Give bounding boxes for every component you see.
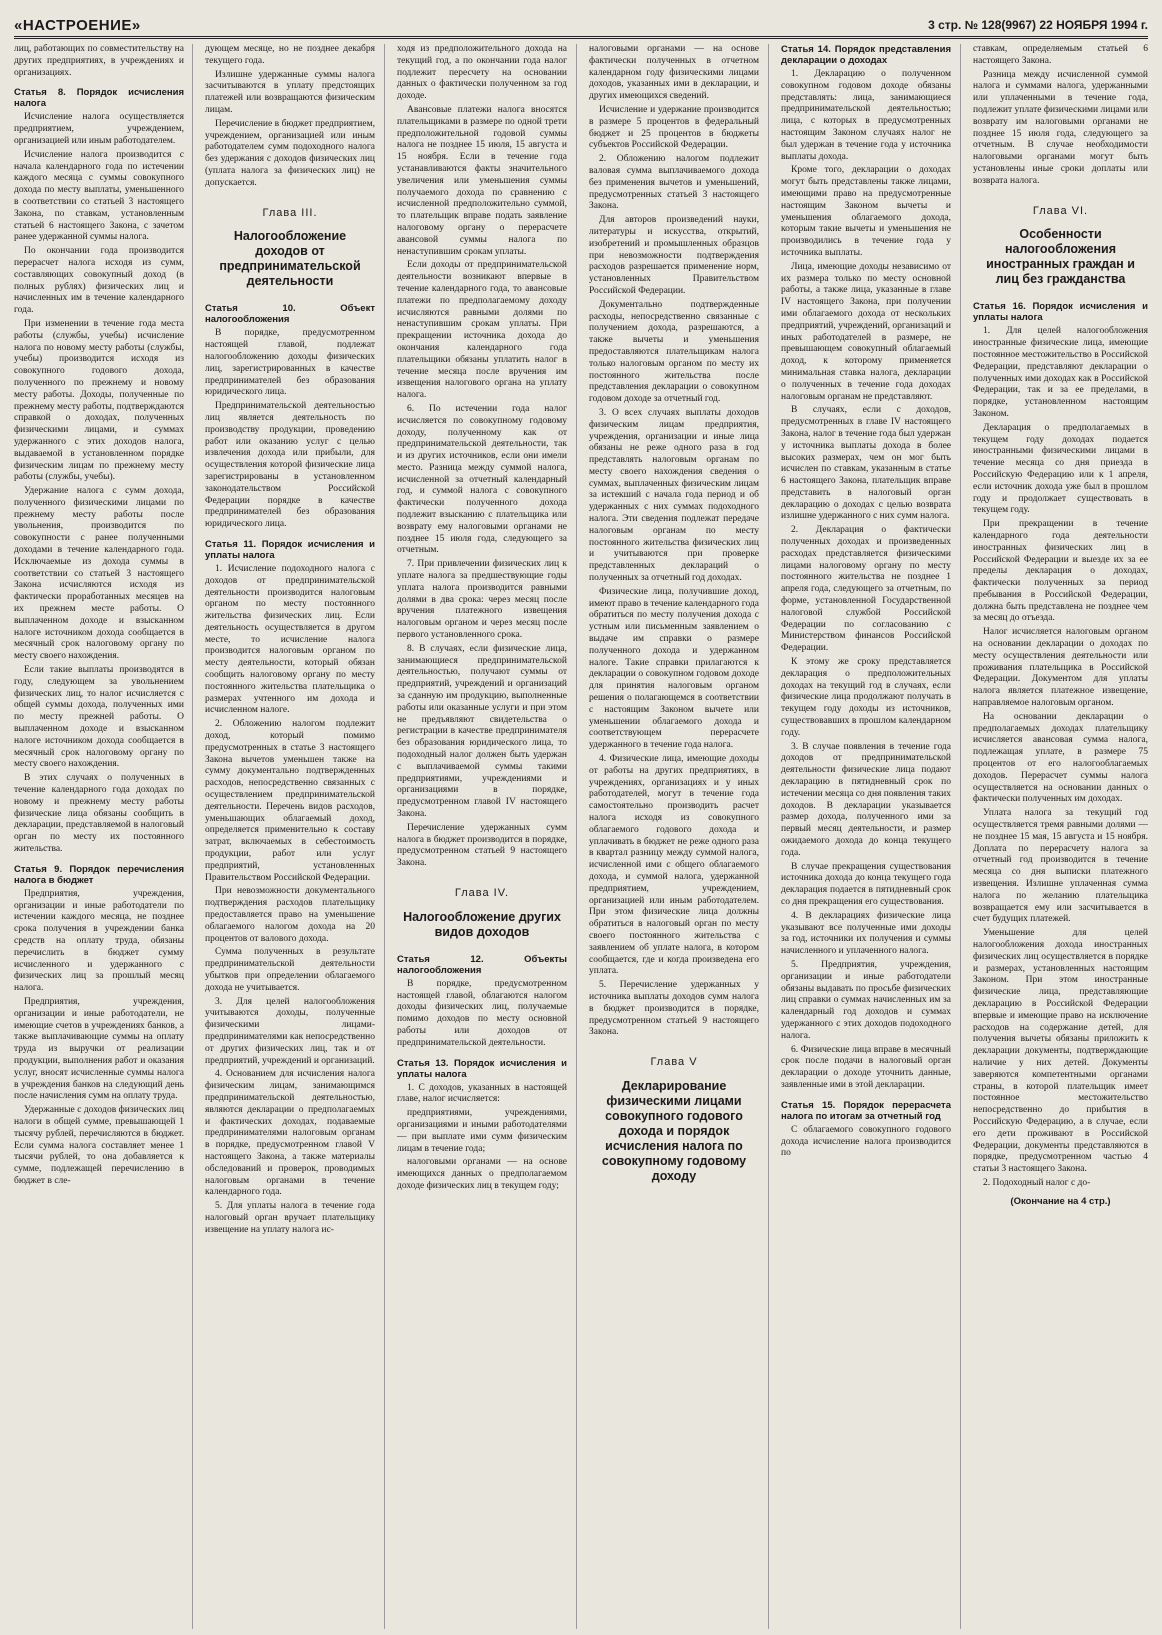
paragraph: Излишне удержанные суммы налога засчитываются в уплату предстоящих платежей или возвращаются физическим лицам. — [205, 69, 375, 115]
paragraph: Удержание налога с сумм дохода, полученного физическими лицами по прежнему месту работы после увольнения, производится по совокупности с ранее полученными доходами в течение календарного года. Исключаемые из дохода суммы в соответствии со статьей 3 настоящего Закона исчисляются исходя из фактически проработанных месяцев на их прежнем месте работы. О выплаченном доходе и взысканном налоге источником дохода сообщается в месячный срок налоговому органу по месту своего нахождения. — [14, 486, 184, 662]
chapter-title: Налогообложение доходов от предпринимательской деятельности — [219, 229, 361, 289]
paragraph: Документально подтвержденные расходы, непосредственно связанные с получением дохода, разрешаются, а также вычеты и уменьшения предоставляются плательщикам налога только налоговым органом по месту их постоянного жительства после представления декларации о совокупном годовом доходе за отчетный год. — [589, 299, 759, 405]
article-heading: Статья 9. Порядок перечисления налога в бюджет — [14, 863, 184, 886]
paragraph: Перечисление в бюджет предприятием, учреждением, организацией или иным работодателем сумм подоходного налога без удержания с доходов физических лиц (уплата налога за физических лиц) не допускается. — [205, 118, 375, 188]
paragraph: Авансовые платежи налога вносятся плательщиками в размере по одной трети предположительной годовой суммы налога не позднее 15 июля, 15 августа и 15 ноября. Если в течение года устанавливаются факты значительного увеличения или уменьшения суммы получаемого дохода по сравнению с исчисленной предположительно суммой, то плательщик вправе подать заявление налоговому органу о перерасчете авансовой суммы налога по ненаступившим срокам уплаты. — [397, 104, 567, 257]
paragraph: В случаях, если с доходов, предусмотренных в главе IV настоящего Закона, налог в течение года был удержан у источника выплаты дохода в более высоких размерах, чем он мог быть исчислен по ставкам, указанным в статье 6 настоящего Закона, плательщик вправе представить в налоговый орган декларацию о доходах с целью возврата излишне удержанного с них сумм налога. — [781, 405, 951, 522]
column-divider — [960, 44, 961, 1629]
paragraph: Исчисление и удержание производится в размере 5 процентов в федеральный бюджет и 25 процентов в бюджеты субъектов Российской Федерации. — [589, 104, 759, 151]
chapter-title: Особенности налогообложения иностранных граждан и лиц без гражданства — [986, 227, 1135, 287]
continuation-note: (Окончание на 4 стр.) — [1010, 1195, 1111, 1207]
paragraph: 3. О всех случаях выплаты доходов физическим лицам предприятия, учреждения, организации и иные лица обязаны не реже одного раза в год представлять налоговым органам по месту своего нахождения сведения о суммах, выплаченных физическим лицам за истекший с начала года период и об удержанных с них суммах подоходного налога. Эти сведения подлежат передаче налоговым органам по месту постоянного жительства физических лиц и учитываются при проверке представленных деклараций о полученных за отчетный год доходах. — [589, 407, 759, 584]
paragraph: Предпринимательской деятельностью лиц является деятельность по производству продукции, проведению работ или оказанию услуг с целью извлечения дохода или прибыли, для осуществления которой физические лица зарегистрированы в установленном законодательством Российской Федерации порядке в качестве предпринимателей без образования юридического лица. — [205, 401, 375, 530]
paragraph: 7. При привлечении физических лиц к уплате налога за предшествующие годы уплата налога производится равными долями в два срока: через месяц после вручения платежного извещения налоговым органом и через месяц после первого установленного срока. — [397, 559, 567, 641]
chapter-title: Декларирование физическими лицами совокупного годового дохода и порядок исчисления налога по совокупному годовому доходу — [601, 1078, 747, 1183]
paragraph: 1. Для целей налогообложения иностранные физические лица, имеющие постоянное местожительство в Российской Федерации, представляют декларации о полученных ими доходах как в Российской Федерации, так и за ее пределами, в порядке, установленном настоящим Законом. — [973, 326, 1148, 419]
paragraph: дующем месяце, но не позднее декабря текущего года. — [205, 44, 375, 66]
paragraph: При невозможности документального подтверждения расходов плательщику предоставляется право на уменьшение облагаемого налогом дохода на 20 процентов от валового дохода. — [205, 886, 375, 944]
article-heading: Статья 15. Порядок перерасчета налога по итогам за отчетный год — [781, 1099, 951, 1122]
paragraph: 2. Декларация о фактически полученных доходах и произведенных расходах представляется физическими лицами налоговому органу по месту постоянного жительства не позднее 1 апреля года, следующего за отчетным, по форме, установленной Государственной налоговой службой Российской Федерации по согласованию с Министерством финансов Российской Федерации. — [781, 525, 951, 654]
column-3 — [397, 44, 567, 1629]
paragraph: При изменении в течение года места работы (службы, учебы) исчисление налога по новому месту работы (службы, учебы) производится исходя из совокупного годового дохода, полученного по прежнему и новому месту работы. Доходы, полученные по прежнему месту работы, подтверждаются справкой о доходах, полученных физическими лицами, и суммах удержанного с этих доходов налога, выдаваемой в установленном порядке физическим лицам по прежнему месту работы (службы, учебы). — [14, 318, 184, 483]
article-heading: Статья 14. Порядок представления декларации о доходах — [781, 44, 951, 66]
paragraph: 1. Декларацию о полученном совокупном годовом доходе обязаны представлять: лица, занимающиеся предпринимательской деятельностью; лица, с которых в предусмотренных настоящим Законом случаях налог не был удержан в течение года у источника выплаты дохода. — [781, 69, 951, 162]
column-4 — [589, 44, 759, 1629]
paragraph: 8. В случаях, если физические лица, занимающиеся предпринимательской деятельностью, получают суммы от предприятий, учреждений и организаций за сданную им продукцию, выполненные работы или оказанные услуги и при этом не предъявляют свидетельства о регистрации в качестве предпринимателя без образования юридического лица, то подоходный налог должен быть удержан с выплачиваемой суммы такими предприятиями, учреждениями и организациями в порядке, предусмотренном главой IV настоящего Закона. — [397, 643, 567, 819]
article-heading: Статья 16. Порядок исчисления и уплаты налога — [973, 301, 1148, 324]
paragraph: Исчисление налога осуществляется предприятием, учреждением, организацией или иным работодателем. — [14, 112, 184, 146]
paragraph: Разница между исчисленной суммой налога и суммами налога, удержанными или уплаченными в течение года, подлежит уплате физическими лицами или возврату им налоговыми органами не позднее 15 июля года, следующего за отчетным. В случае необходимости налоговыми органами могут быть установлены иные сроки доплаты или возврата налога. — [973, 69, 1148, 186]
paragraph: Налог исчисляется налоговым органом на основании декларации о доходах по месту осуществления деятельности или проживания плательщика в Российской Федерации. Документом для уплаты налога является платежное извещение, направляемое налоговым органом. — [973, 627, 1148, 709]
paragraph: В порядке, предусмотренном настоящей главой, облагаются налогом доходы физических лиц, получаемые помимо доходов по месту основной работы или доходов от предпринимательской деятельности. — [397, 978, 567, 1048]
paragraph: 6. Физические лица вправе в месячный срок после подачи в налоговый орган декларации о доходе уточнить данные, заявленные ими в этой декларации. — [781, 1044, 951, 1090]
chapter-number: Глава IV. — [454, 886, 510, 899]
paragraph: При прекращении в течение календарного года деятельности иностранных физических лиц в Российской Федерации и выезде их за ее пределы декларация о доходах, фактически полученных за период пребывания в Российской Федерации, должна быть представлена не позднее чем за месяц до отъезда. — [973, 519, 1148, 624]
paragraph: ставкам, определяемым статьей 6 настоящего Закона. — [973, 44, 1148, 66]
paragraph: В этих случаях о полученных в течение календарного года доходах по новому и прежнему месту работы физические лица обязаны сообщить в декларации, представляемой в налоговый орган по месту их постоянного жительства. — [14, 773, 184, 854]
column-2 — [205, 44, 375, 1629]
paragraph: 1. С доходов, указанных в настоящей главе, налог исчисляется: — [397, 1082, 567, 1105]
paragraph: ходя из предположительного дохода на текущий год, а по окончании года налог подлежит пересчету на основании данных о фактически полученном за год доходе. — [397, 44, 567, 102]
paragraph: 4. В декларациях физические лица указывают все полученные ими доходы за год, источники их получения и суммы начисленного и уплаченного налога. — [781, 910, 951, 957]
paragraph: Декларация о предполагаемых в текущем году доходах подается иностранными физическими лицами в течение месяца со дня приезда в Российскую Федерацию или к 1 апреля, если источник дохода уже был в прошлом году и продолжает существовать в текущем году. — [973, 422, 1148, 516]
paragraph: Перечисление удержанных сумм налога в бюджет производится в порядке, предусмотренном статьей 9 настоящего Закона. — [397, 822, 567, 869]
paragraph: налоговыми органами — на основе имеющихся данных о предполагаемом доходе физических лиц в текущем году; — [397, 1157, 567, 1191]
column-1 — [14, 44, 184, 1629]
paragraph: Уплата налога за текущий год осуществляется тремя равными долями — не позднее 15 мая, 15 августа и 15 ноября. Доплата по перерасчету налога за отчетный год производится в течение месяца со дня выписки платежного извещения. Излишне уплаченная сумма налога по желанию плательщика возвращается ему или засчитывается в счет будущих платежей. — [973, 808, 1148, 925]
column-divider — [576, 44, 577, 1629]
article-heading: Статья 12. Объекты налогообложения — [397, 953, 567, 976]
article-heading: Статья 13. Порядок исчисления и уплаты налога — [397, 1057, 567, 1080]
column-6 — [973, 44, 1148, 1629]
paragraph: Предприятия, учреждения, организации и иные работодатели, не имеющие счетов в учреждениях банков, а также выплачивающие суммы на оплату труда из выручки от реализации продукции, выполнения работ и оказания услуг, вносят исчисленные суммы налога в учреждения банков на следующий день после начисления сумм на оплату труда. — [14, 996, 184, 1102]
masthead — [14, 14, 1148, 39]
paragraph: 6. По истечении года налог исчисляется по совокупному годовому доходу, полученному как от предпринимательской деятельности, так и из других источников, если они имели место. Разница между суммой налога, исчисленной за отчетный календарный год, и суммой налога с совокупного фактически полученного дохода подлежит взысканию с плательщика или возврату ему налоговыми органами не позднее 15 июля года, следующего за отчетным. — [397, 403, 567, 556]
paragraph: Удержанные с доходов физических лиц налоги в общей сумме, превышающей 1 тысячу рублей, перечисляются в бюджет. Если сумма налога составляет менее 1 тысячи рублей, то она добавляется к сумме, подлежащей перечислению в бюджет в сле- — [14, 1105, 184, 1186]
article-heading: Статья 11. Порядок исчисления и уплаты налога — [205, 538, 375, 561]
paragraph: 4. Физические лица, имеющие доходы от работы на других предприятиях, в учреждениях, организациях и у иных работодателей, могут в течение года самостоятельно производить расчет налога исходя из совокупного облагаемого годового дохода и уплачивать в бюджет не реже одного раза в квартал разницу между суммой налога, исчисленной ими с общего облагаемого дохода, и суммой налога, удержанной предприятием, учреждением, организацией или иным работодателем. При этом физические лица должны обратиться в налоговый орган по месту своего постоянного жительства с заявлением об уплате налога, в котором сообщается, где и когда произведена его уплата. — [589, 754, 759, 977]
paragraph: 4. Основанием для исчисления налога физическим лицам, занимающимся предпринимательской деятельностью, являются декларации о предполагаемых и фактических доходах, подаваемые предпринимателями налоговым органам в порядке, предусмотренном главой V настоящего Закона, а также материалы обследований и проверок, проводимых налоговым органами в течение календарного года. — [205, 1069, 375, 1198]
column-divider — [384, 44, 385, 1629]
paragraph: Уменьшение для целей налогообложения дохода иностранных физических лиц осуществляется в порядке и размерах, установленных настоящим Законом. При этом иностранные физические лица, представляющие декларацию в Российской Федерации впервые и имеющие право на исключение расходов на содержание детей, для получения вычеты обязаны приложить к декларации документы, подтверждающие наличие у них детей. Документы заверяются компетентными органами страны, в которой плательщик имеет постоянное местожительство непосредственно до прибытия в Российскую Федерацию, а в случае, если его дети проживают в Российской Федерации, документы представляются в порядке, предусмотренном частью 4 статьи 3 настоящего Закона. — [973, 928, 1148, 1175]
paragraph: 1. Исчисление подоходного налога с доходов от предпринимательской деятельности производится налоговым органом по месту постоянного жительства физических лиц. Если деятельность осуществляется в другом месте, то исчисление налога производится налоговым органом по месту деятельности, который обязан сообщить налоговому органу по месту постоянного жительства плательщика о размерах учтенного им дохода и исчисленном налоге. — [205, 563, 375, 716]
paragraph: К этому же сроку представляется декларация о предположительных доходах на текущий год в случаях, если физические лица продолжают получать в текущем году доходы из источников, существовавших в прошлом календарном году. — [781, 657, 951, 738]
paragraph: В случае прекращения существования источника дохода до конца текущего года декларация подается в пятидневный срок со дня прекращения его существования. — [781, 861, 951, 907]
paragraph: Предприятия, учреждения, организации и иные работодатели по истечении каждого месяца, не позднее срока получения в учреждении банка средств на оплату труда, обязаны перечислить в бюджет сумму исчисленного и удержанного с физических лиц за прошлый месяц налога. — [14, 888, 184, 994]
paragraph: Сумма полученных в результате предпринимательской деятельности убытков при определении облагаемого дохода не учитывается. — [205, 947, 375, 993]
paragraph: Физические лица, получившие доход, имеют право в течение календарного года обратиться по месту получения дохода с устным или письменным заявлением о выдаче им справки о размере полученного дохода и удержанном налоге. Такие справки прилагаются к декларации о совокупном годовом доходе для принятия налоговым органом решения о полагающемся в соответствии с настоящим Законом вычете или уменьшении облагаемого дохода и соответствующем перерасчете удержанного в течение года налога. — [589, 586, 759, 751]
paragraph: В порядке, предусмотренном настоящей главой, подлежат налогообложению доходы физических лиц, зарегистрированных в качестве предпринимателей без образования юридического лица. — [205, 328, 375, 398]
paragraph: Исчисление налога производится с начала календарного года по истечении каждого месяца с суммы совокупного дохода по месту выплаты, уменьшенного в соответствии со статьей 3 настоящего Закона, по ставкам, установленным статьей 6 настоящего Закона, с зачетом ранее удержанной суммы налога. — [14, 149, 184, 243]
chapter-title: Налогообложение других видов доходов — [403, 909, 561, 939]
column-5 — [781, 44, 951, 1629]
paragraph: 5. Для уплаты налога в течение года налоговый орган вручает плательщику извещение на уплату налога ис- — [205, 1201, 375, 1235]
paragraph: Для авторов произведений науки, литературы и искусства, открытий, изобретений и промышленных образцов при невозможности подтверждения расходов разрешается применение норм, установленных Правительством Российской Федерации. — [589, 215, 759, 296]
paragraph: 2. Обложению налогом подлежит валовая сумма выплачиваемого дохода без применения вычетов и уменьшений, предусмотренных статьей 3 настоящего Закона. — [589, 154, 759, 212]
paragraph: 2. Обложению налогом подлежит доход, который помимо предусмотренных в статье 3 настоящего Закона вычетов уменьшен также на сумму документально подтвержденных расходов, непосредственно связанных с осуществлением предпринимательской деятельности. Перечень видов расходов, уменьшающих облагаемый доход, определяется применительно к составу затрат, включаемых в себестоимость продукции, работ или услуг предприятий, установленных Правительством Российской Федерации. — [205, 719, 375, 883]
article-heading: Статья 8. Порядок исчисления налога — [14, 87, 184, 110]
paragraph: предприятиями, учреждениями, организациями и иными работодателями — при выплате ими сумм физическим лицам в течение года; — [397, 1108, 567, 1154]
paragraph: налоговыми органами — на основе фактически полученных в отчетном календарном году физическими лицами доходов, указанных ими в декларации, и других имеющихся сведений. — [589, 44, 759, 102]
paragraph: Если такие выплаты производятся в году, следующем за увольнением физических лиц, то налог исчисляется с общей суммы дохода, полученных ими по месту прежней работы. О выплаченном доходе и взысканном налоге источником дохода сообщается в месячный срок налоговому органу по месту своего нахождения. — [14, 665, 184, 770]
column-divider — [768, 44, 769, 1629]
paragraph: 5. Перечисление удержанных у источника выплаты доходов сумм налога в бюджет производится в порядке, предусмотренном статьей 9 настоящего Закона. — [589, 980, 759, 1038]
paragraph: 2. Подоходный налог с до- — [983, 1177, 1091, 1188]
paragraph: На основании декларации о предполагаемых доходах плательщику исчисляется авансовая сумма налога, подлежащая уплате, в размере 75 процентов от его налогооблагаемых доходов. Перерасчет суммы налога осуществляется на основании данных о фактически полученных им доходах. — [973, 711, 1148, 805]
chapter-number: Глава III. — [262, 206, 318, 219]
paper-name: «НАСТРОЕНИЕ» — [14, 16, 141, 34]
paragraph: 3. Для целей налогообложения учитываются доходы, полученные физическими лицами-предпринимателями как непосредственно от других физических лиц, так и от предприятий, учреждений и организаций. — [205, 996, 375, 1066]
chapter-number: Глава VI. — [1032, 204, 1089, 217]
article-heading: Статья 10. Объект налогообложения — [205, 303, 375, 326]
paragraph: Лица, имеющие доходы независимо от их размера только по месту основной работы, а также лица, указанные в главе IV настоящего Закона, при получении ими облагаемого дохода от нескольких предприятий, учреждений, организаций и иных работодателей в размере, не превышающем совокупный облагаемый доход, к которому применяется минимальная ставка налога, декларации о полученных в течение года доходах налоговым органам не представляют. — [781, 261, 951, 402]
paragraph: лиц, работающих по совместительству на других предприятиях, в учреждениях и организациях. — [14, 44, 184, 78]
issue-info: 3 стр. № 128(9967) 22 НОЯБРЯ 1994 г. — [928, 18, 1148, 32]
chapter-number: Глава V — [650, 1056, 698, 1069]
paragraph: С облагаемого совокупного годового дохода исчисление налога производится по — [781, 1124, 951, 1159]
paragraph: 5. Предприятия, учреждения, организации и иные работодатели обязаны выдавать по просьбе физических лиц справки о суммах начисленных им за календарный год доходов и суммах удержанного с этих доходов подоходного налога. — [781, 959, 951, 1041]
paragraph: По окончании года производится перерасчет налога исходя из сумм, составляющих совокупный доход (в полных рублях) физических лиц и начисленных им в течение календарного года. — [14, 246, 184, 316]
paragraph: 3. В случае появления в течение года доходов от предпринимательской деятельности физические лица подают декларацию в пятидневный срок по истечении месяца со дня появления таких доходов. В декларации указывается размер дохода, полученного ими за первый месяц деятельности, и размер ожидаемого дохода до конца текущего года. — [781, 741, 951, 858]
column-divider — [192, 44, 193, 1629]
paragraph: Кроме того, декларации о доходах могут быть представлены также лицами, имеющими право на предусмотренные настоящим Законом вычеты и уменьшения облагаемого дохода, которым такие вычеты и уменьшения не производились в течение года у источника выплаты. — [781, 165, 951, 258]
paragraph: Если доходы от предпринимательской деятельности возникают впервые в течение календарного года, то авансовые платежи по предполагаемому доходу исчисляются равными долями по ненаступившим срокам уплаты. При прекращении источника дохода до окончания календарного года плательщики обязаны уплатить налог в течение месяца после вручения им извещения налогового органа на уплату налога. — [397, 260, 567, 401]
